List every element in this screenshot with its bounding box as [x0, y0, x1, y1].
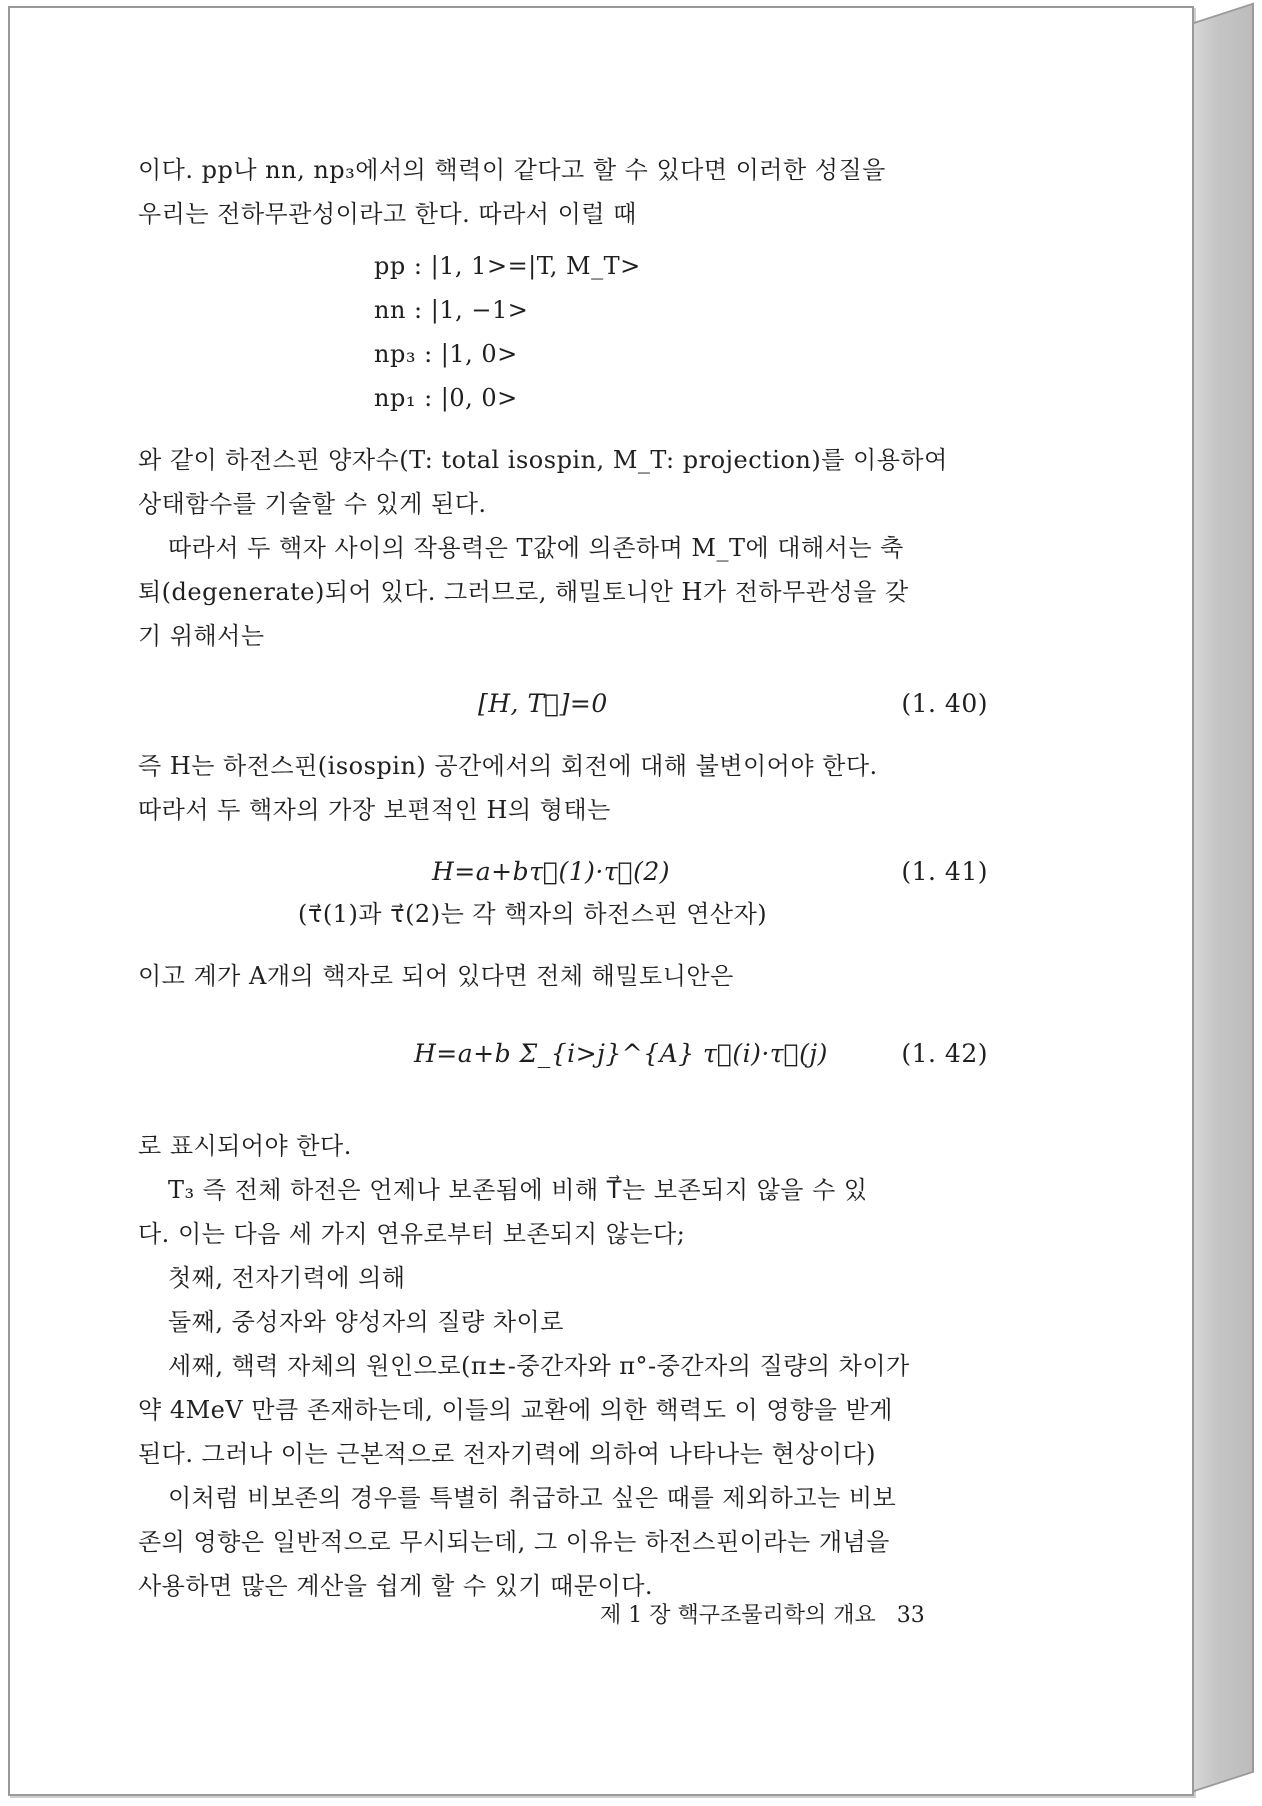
chapter-title: 제 1 장 핵구조물리학의 개요	[600, 1603, 876, 1628]
text-line: 이처럼 비보존의 경우를 특별히 취급하고 싶은 때를 제외하고는 비보	[168, 1484, 897, 1512]
text-line: 퇴(degenerate)되어 있다. 그러므로, 해밀토니안 H가 전하무관성을 갖	[138, 578, 909, 606]
text-line: 이고 계가 A개의 핵자로 되어 있다면 전체 해밀토니안은	[138, 962, 734, 990]
list-item: 둘째, 중성자와 양성자의 질량 차이로	[168, 1308, 564, 1336]
page-footer	[600, 1598, 925, 1629]
state-np3: np₃ : |1, 0>	[374, 340, 518, 368]
text-line: T₃ 즉 전체 하전은 언제나 보존됨에 비해 T⃗는 보존되지 않을 수 있	[168, 1176, 868, 1204]
state-np1: np₁ : |0, 0>	[374, 384, 518, 412]
book-spine	[1194, 3, 1254, 1792]
text-line: 즉 H는 하전스핀(isospin) 공간에서의 회전에 대해 불변이어야 한다.	[138, 752, 878, 780]
list-item: 첫째, 전자기력에 의해	[168, 1264, 406, 1292]
equation-1-40-number: (1. 40)	[901, 689, 988, 718]
text-line: 따라서 두 핵자 사이의 작용력은 T값에 의존하며 M_T에 대해서는 축	[168, 534, 904, 562]
text-line: 로 표시되어야 한다.	[138, 1132, 352, 1160]
state-pp: pp : |1, 1>=|T, M_T>	[374, 252, 641, 280]
text-line: 와 같이 하전스핀 양자수(T: total isospin, M_T: projection)를 이용하여	[138, 446, 948, 474]
list-item: 세째, 핵력 자체의 원인으로(π±-중간자와 π°-중간자의 질량의 차이가	[168, 1352, 910, 1380]
text-line: 다. 이는 다음 세 가지 연유로부터 보존되지 않는다;	[138, 1220, 686, 1248]
book-page	[8, 6, 1194, 1796]
text-line: 우리는 전하무관성이라고 한다. 따라서 이럴 때	[138, 200, 637, 228]
equation-1-41-body: H=a+bτ⃗(1)·τ⃗(2)	[432, 857, 671, 886]
equation-1-41-number: (1. 41)	[901, 857, 988, 886]
text-line: 사용하면 많은 계산을 쉽게 할 수 있기 때문이다.	[138, 1572, 654, 1600]
equation-1-40-body: [H, T⃗]=0	[478, 689, 608, 718]
text-line: 이다. pp나 nn, np₃에서의 핵력이 같다고 할 수 있다면 이러한 성질을	[138, 156, 886, 184]
state-nn: nn : |1, −1>	[374, 296, 529, 324]
text-line: 된다. 그러나 이는 근본적으로 전자기력에 의하여 나타나는 현상이다)	[138, 1440, 877, 1468]
page-number: 33	[896, 1603, 925, 1628]
text-line: 따라서 두 핵자의 가장 보편적인 H의 형태는	[138, 796, 611, 824]
equation-1-42-number: (1. 42)	[901, 1039, 988, 1068]
text-line: 약 4MeV 만큼 존재하는데, 이들의 교환에 의한 핵력도 이 영향을 받게	[138, 1396, 893, 1424]
text-line: 기 위해서는	[138, 622, 265, 650]
text-line: 상태함수를 기술할 수 있게 된다.	[138, 490, 487, 518]
text-line: 존의 영향은 일반적으로 무시되는데, 그 이유는 하전스핀이라는 개념을	[138, 1528, 890, 1556]
equation-1-41-note: (τ⃗(1)과 τ⃗(2)는 각 핵자의 하전스핀 연산자)	[298, 900, 768, 928]
equation-1-42-body: H=a+b Σ_{i>j}^{A} τ⃗(i)·τ⃗(j)	[414, 1039, 828, 1068]
